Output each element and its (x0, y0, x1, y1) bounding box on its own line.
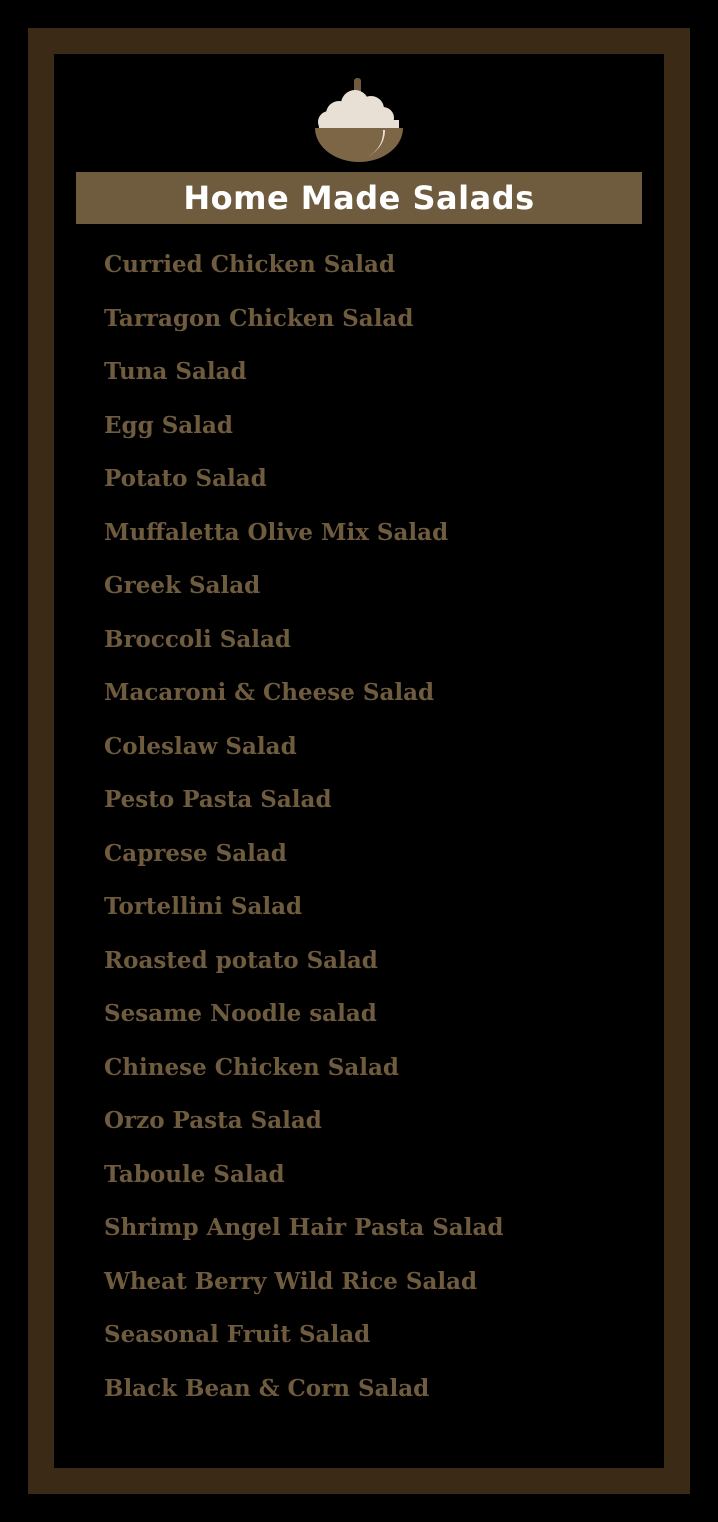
list-item: Wheat Berry Wild Rice Salad (104, 1267, 478, 1295)
list-item: Tarragon Chicken Salad (104, 304, 414, 332)
list-item: Tortellini Salad (104, 893, 303, 920)
list-item: Coleslaw Salad (104, 732, 297, 760)
list-item: Macaroni & Cheese Salad (104, 679, 435, 706)
salad-bowl-icon (299, 76, 419, 164)
menu-title-band (76, 172, 642, 224)
list-item: Greek Salad (104, 572, 261, 599)
list-item: Shrimp Angel Hair Pasta Salad (104, 1214, 504, 1241)
list-item: Black Bean & Corn Salad (104, 1374, 430, 1402)
page-title: Home Made Salads (183, 179, 535, 217)
list-item: Taboule Salad (104, 1160, 285, 1188)
list-item: Chinese Chicken Salad (104, 1053, 400, 1081)
list-item: Seasonal Fruit Salad (104, 1321, 371, 1348)
list-item: Egg Salad (104, 411, 233, 439)
list-item: Muffaletta Olive Mix Salad (104, 518, 449, 546)
list-item: Broccoli Salad (104, 625, 291, 653)
list-item: Potato Salad (104, 465, 267, 492)
list-item: Orzo Pasta Salad (104, 1107, 322, 1134)
list-item: Pesto Pasta Salad (104, 786, 332, 813)
list-item: Sesame Noodle salad (104, 1000, 377, 1027)
salad-bowl-icon-container (54, 54, 664, 164)
list-item: Tuna Salad (104, 358, 247, 385)
list-item: Caprese Salad (104, 839, 287, 867)
list-item: Roasted potato Salad (104, 946, 378, 974)
menu-inner (54, 54, 664, 1468)
salad-list (54, 238, 664, 1415)
list-item: Curried Chicken Salad (104, 251, 396, 278)
menu-frame (28, 28, 690, 1494)
